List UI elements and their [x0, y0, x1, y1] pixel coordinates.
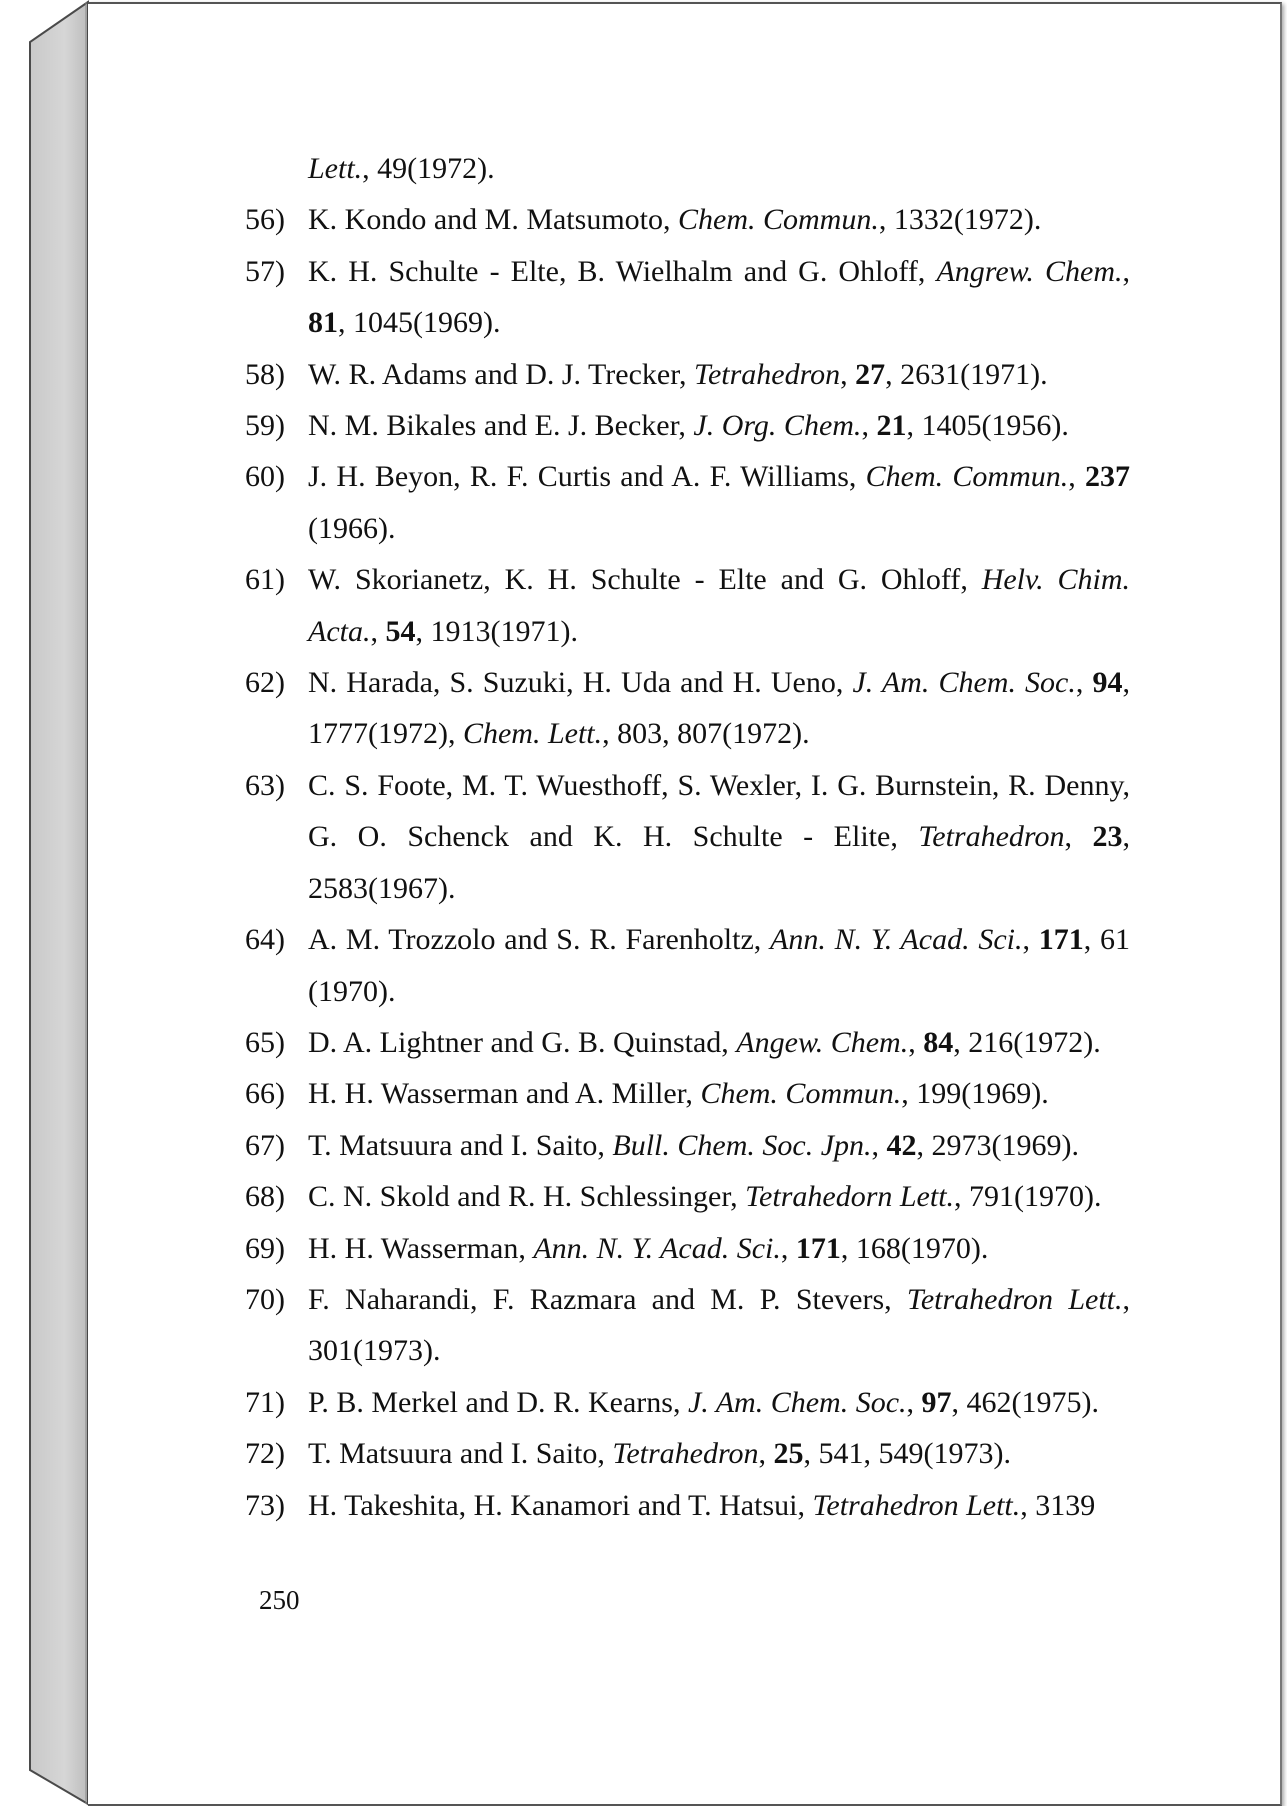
- citation-text: , 1777(1972),: [308, 666, 1130, 751]
- reference-number: 57): [245, 254, 285, 288]
- reference-text: [308, 554, 1130, 657]
- citation-text: ,: [370, 614, 386, 648]
- citation-text: ,: [780, 1231, 796, 1265]
- reference-entry: [245, 143, 1130, 194]
- journal-title: Angrew. Chem.: [936, 254, 1123, 288]
- journal-title: Tetrahedron: [918, 820, 1065, 854]
- citation-text: , 168(1970).: [840, 1231, 989, 1265]
- citation-text: , 301(1973).: [308, 1282, 1130, 1368]
- reference-text: [308, 657, 1130, 760]
- reference-text: [308, 1274, 1130, 1377]
- citation-text: ,: [1022, 923, 1039, 957]
- citation-text: K. H. Schulte - Elte, B. Wielhalm and G. Ohloff,: [308, 254, 937, 288]
- journal-title: J. Org. Chem.: [693, 409, 862, 443]
- citation-text: D. A. Lightner and G. B. Quinstad,: [308, 1025, 737, 1059]
- reference-entry: [245, 194, 1130, 245]
- volume-number: 23: [1092, 820, 1123, 854]
- citation-text: ,: [1122, 254, 1130, 288]
- reference-entry: [245, 1120, 1130, 1171]
- citation-text: , 199(1969).: [901, 1077, 1049, 1111]
- reference-number: 72): [245, 1437, 285, 1471]
- citation-text: , 1332(1972).: [878, 203, 1042, 237]
- citation-text: , 2973(1969).: [916, 1128, 1079, 1162]
- volume-number: 171: [795, 1231, 841, 1265]
- journal-title: Bull. Chem. Soc. Jpn.: [612, 1128, 872, 1162]
- reference-number: 69): [245, 1231, 285, 1265]
- citation-text: ,: [908, 1025, 924, 1059]
- reference-entry: [245, 657, 1130, 760]
- reference-entry: [245, 1428, 1130, 1479]
- citation-text: , 1405(1956).: [906, 409, 1069, 443]
- reference-entry: [245, 1068, 1130, 1119]
- reference-text: [308, 1223, 1130, 1274]
- citation-text: , 61 (1970).: [308, 923, 1131, 1008]
- citation-text: W. Skorianetz, K. H. Schulte - Elte and G. Ohloff,: [308, 563, 982, 597]
- reference-text: [308, 1120, 1130, 1171]
- reference-number: 63): [245, 768, 285, 802]
- volume-number: 54: [385, 614, 416, 648]
- citation-text: ,: [906, 1385, 922, 1419]
- reference-entry: [245, 451, 1130, 554]
- reference-entry: [245, 1171, 1130, 1222]
- volume-number: 21: [876, 409, 907, 443]
- reference-number: 62): [245, 666, 285, 700]
- reference-text: [308, 451, 1130, 554]
- reference-text: [308, 246, 1130, 349]
- citation-text: H. H. Wasserman and A. Miller,: [308, 1077, 701, 1111]
- citation-text: T. Matsuura and I. Saito,: [308, 1437, 613, 1471]
- reference-text: [308, 1480, 1130, 1531]
- reference-number: 65): [245, 1025, 285, 1059]
- reference-text: [308, 760, 1130, 914]
- journal-title: Chem. Commun.: [865, 460, 1069, 494]
- reference-text: [245, 143, 1130, 194]
- journal-title: Tetrahedron Lett.: [812, 1488, 1021, 1522]
- journal-title: Tetrahedorn Lett.: [745, 1180, 955, 1214]
- citation-text: , 791(1970).: [954, 1180, 1102, 1214]
- reference-text: [308, 914, 1130, 1017]
- citation-text: , 2583(1967).: [308, 820, 1130, 905]
- reference-text: [308, 194, 1130, 245]
- journal-title: J. Am. Chem. Soc.: [852, 666, 1076, 700]
- reference-number: 66): [245, 1077, 285, 1111]
- volume-number: 97: [921, 1385, 952, 1419]
- citation-text: , 1913(1971).: [415, 614, 578, 648]
- citation-text: C. S. Foote, M. T. Wuesthoff, S. Wexler, I. G. Burnstein, R. Denny, G. O. Schenck and K. H. Schulte - Elite,: [308, 768, 1130, 854]
- citation-text: ,: [1064, 820, 1093, 854]
- reference-entry: [245, 349, 1130, 400]
- reference-number: 64): [245, 923, 285, 957]
- reference-entry: [245, 760, 1130, 914]
- reference-entry: [245, 1480, 1130, 1531]
- reference-number: 60): [245, 460, 285, 494]
- citation-text: , 3139: [1020, 1488, 1096, 1522]
- journal-title: Chem. Commun.: [700, 1077, 902, 1111]
- reference-number: 61): [245, 563, 285, 597]
- reference-number: 56): [245, 203, 285, 237]
- reference-text: [308, 400, 1130, 451]
- reference-number: 71): [245, 1385, 285, 1419]
- journal-title: Lett.: [308, 152, 363, 185]
- reference-entry: [245, 1017, 1130, 1068]
- page-number: 250: [259, 1585, 300, 1615]
- reference-entry: [245, 1377, 1130, 1428]
- citation-text: J. H. Beyon, R. F. Curtis and A. F. Williams,: [308, 460, 866, 494]
- reference-number: 59): [245, 409, 285, 443]
- citation-text: ,: [871, 1128, 887, 1162]
- volume-number: 27: [855, 357, 886, 391]
- journal-title: Ann. N. Y. Acad. Sci.: [770, 923, 1023, 957]
- volume-number: 84: [923, 1025, 954, 1059]
- citation-text: H. Takeshita, H. Kanamori and T. Hatsui,: [308, 1488, 813, 1522]
- reference-text: [308, 1377, 1130, 1428]
- journal-title: J. Am. Chem. Soc.: [687, 1385, 907, 1419]
- citation-text: , 216(1972).: [953, 1025, 1101, 1059]
- journal-title: Ann. N. Y. Acad. Sci.: [533, 1231, 781, 1265]
- journal-title: Tetrahedron: [694, 357, 841, 391]
- reference-number: 58): [245, 357, 285, 391]
- citation-text: , 2631(1971).: [885, 357, 1048, 391]
- citation-text: , 803, 807(1972).: [602, 717, 810, 751]
- reference-text: [308, 1171, 1130, 1222]
- citation-text: ,: [861, 409, 877, 443]
- citation-text: ,: [1068, 460, 1085, 494]
- citation-text: ,: [1075, 666, 1093, 700]
- citation-text: T. Matsuura and I. Saito,: [308, 1128, 613, 1162]
- reference-text: [308, 1068, 1130, 1119]
- reference-number: 73): [245, 1488, 285, 1522]
- reference-text: [308, 349, 1130, 400]
- citation-text: , 49(1972).: [362, 152, 495, 185]
- reference-entry: [245, 246, 1130, 349]
- reference-text: [308, 1017, 1130, 1068]
- citation-text: N. Harada, S. Suzuki, H. Uda and H. Ueno,: [308, 666, 853, 700]
- citation-text: P. B. Merkel and D. R. Kearns,: [308, 1385, 688, 1419]
- citation-text: , 462(1975).: [951, 1385, 1100, 1419]
- volume-number: 42: [886, 1128, 917, 1162]
- citation-text: (1966).: [308, 511, 396, 545]
- volume-number: 94: [1092, 666, 1123, 700]
- citation-text: C. N. Skold and R. H. Schlessinger,: [308, 1180, 746, 1214]
- citation-text: , 1045(1969).: [338, 306, 501, 340]
- citation-text: H. H. Wasserman,: [308, 1231, 534, 1265]
- volume-number: 81: [308, 306, 338, 340]
- journal-title: Chem. Commun.: [678, 203, 879, 237]
- reference-entry: [245, 400, 1130, 451]
- citation-text: , 541, 549(1973).: [803, 1437, 1012, 1471]
- reference-number: 67): [245, 1128, 285, 1162]
- journal-title: Tetrahedron Lett.: [906, 1282, 1123, 1316]
- volume-number: 25: [773, 1437, 804, 1471]
- citation-text: ,: [758, 1437, 774, 1471]
- reference-list: [245, 143, 1130, 1531]
- journal-title: Helv. Chim. Acta.: [308, 563, 1130, 648]
- volume-number: 237: [1085, 460, 1130, 494]
- reference-entry: [245, 1274, 1130, 1377]
- citation-text: W. R. Adams and D. J. Trecker,: [308, 357, 695, 391]
- reference-entry: [245, 1223, 1130, 1274]
- citation-text: F. Naharandi, F. Razmara and M. P. Stevers,: [308, 1282, 907, 1316]
- reference-number: 70): [245, 1282, 285, 1316]
- reference-text: [308, 1428, 1130, 1479]
- citation-text: ,: [840, 357, 856, 391]
- citation-text: A. M. Trozzolo and S. R. Farenholtz,: [308, 923, 771, 957]
- journal-title: Tetrahedron: [612, 1437, 759, 1471]
- reference-entry: [245, 554, 1130, 657]
- journal-title: Angew. Chem.: [736, 1025, 909, 1059]
- volume-number: 171: [1038, 923, 1084, 957]
- reference-number: 68): [245, 1180, 285, 1214]
- citation-text: K. Kondo and M. Matsumoto,: [308, 203, 678, 237]
- journal-title: Chem. Lett.: [462, 717, 603, 751]
- reference-entry: [245, 914, 1130, 1017]
- citation-text: N. M. Bikales and E. J. Becker,: [308, 409, 694, 443]
